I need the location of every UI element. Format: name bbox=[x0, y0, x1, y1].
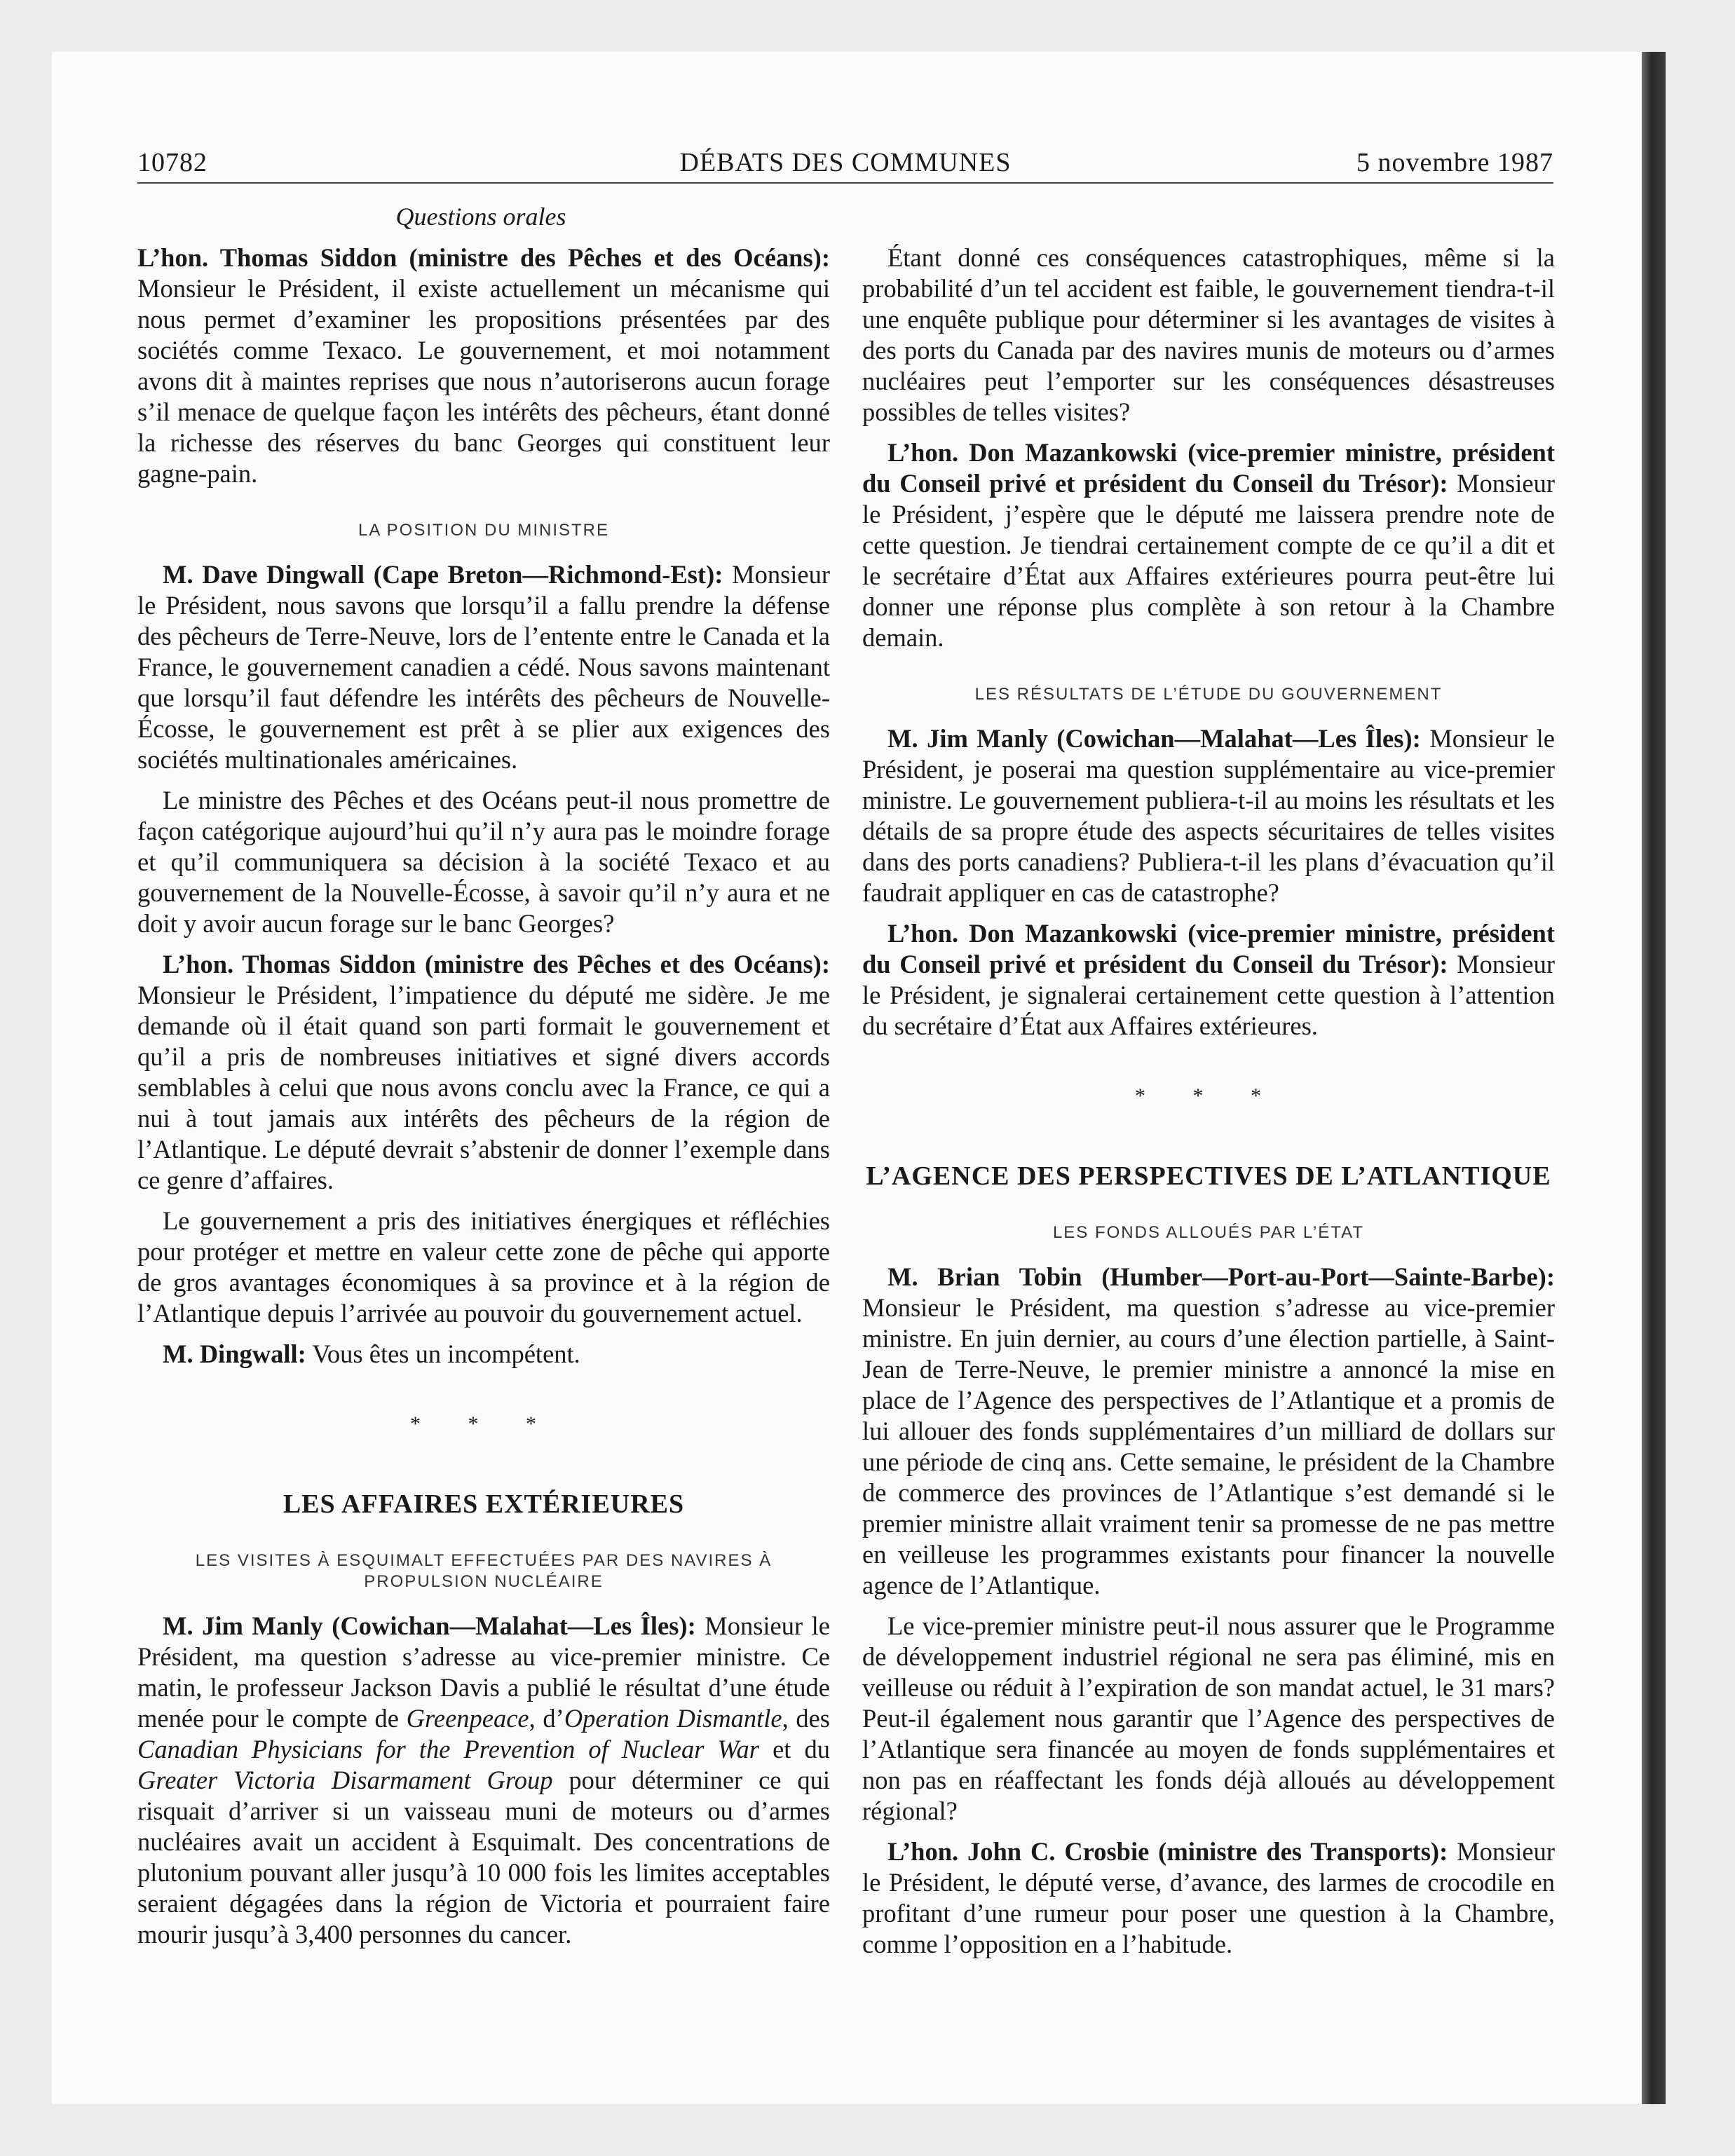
paragraph bbox=[862, 918, 1555, 1042]
right-column bbox=[862, 243, 1555, 1970]
organization-name: Greenpeace bbox=[406, 1704, 529, 1733]
speech-text: Monsieur le Président, nous savons que lorsqu’il a fallu prendre la défense des pêcheurs de Terre-Neuve, lors de l’entente entre le Canada et la France, le gouvernement canadien a cédé. Nous savons maintenant que lorsqu’il faut défendre les intérêts des pêcheurs de Nouvelle-Écosse, le gouvernement est prêt à se plier aux exigences des sociétés multinationales américaines. bbox=[137, 560, 831, 774]
subheading: LES VISITES À ESQUIMALT EFFECTUÉES PAR DES NAVIRES À PROPULSION NUCLÉAIRE bbox=[195, 1551, 773, 1591]
speaker: M. Brian Tobin (Humber—Port-au-Port—Sainte-Barbe): bbox=[887, 1262, 1555, 1291]
running-head bbox=[137, 147, 1553, 182]
paragraph bbox=[862, 723, 1555, 908]
paragraph bbox=[137, 1206, 830, 1329]
speech-text: , d’ bbox=[529, 1704, 564, 1733]
publication-date: 5 novembre 1987 bbox=[1356, 148, 1553, 177]
speech-text: Monsieur le Président, je signalerai certainement cette question à l’attention du secrétaire d’État aux Affaires extérieures. bbox=[862, 950, 1555, 1040]
paragraph bbox=[862, 1262, 1555, 1601]
speech-text: Monsieur le Président, ma question s’adresse au vice-premier ministre. Ce matin, le professeur Jackson Davis a publié le résultat d’une étude menée pour le compte de bbox=[137, 1611, 831, 1733]
paragraph bbox=[862, 437, 1555, 653]
speaker: M. Dingwall: bbox=[163, 1339, 306, 1368]
paragraph bbox=[137, 243, 830, 489]
speech-text: Monsieur le Président, le député verse, d’avance, des larmes de crocodile en profitant d’une rumeur pour poser une question à la Chambre, comme l’opposition en a l’habitude. bbox=[862, 1837, 1556, 1958]
left-column bbox=[137, 243, 830, 1960]
section-label: Questions orales bbox=[395, 203, 566, 231]
speech-text: Monsieur le Président, l’impatience du député me sidère. Je me demande où il était quand son parti formait le gouvernement et qu’il a pris de nombreuses initiatives et signé divers accords semblables à celui que nous avons conclu avec la France, ce qui a nui à tout jamais aux intérêts des pêcheurs de la région de l’Atlantique. Le député devrait s’abstenir de donner l’exemple dans ce genre d’affaires. bbox=[137, 981, 830, 1194]
speaker: M. Jim Manly (Cowichan—Malahat—Les Îles): bbox=[887, 724, 1421, 753]
paragraph bbox=[862, 1611, 1555, 1827]
speaker: M. Dave Dingwall (Cape Breton—Richmond-Est): bbox=[163, 560, 723, 589]
paragraph bbox=[862, 1836, 1555, 1960]
section-separator: * * * bbox=[1135, 1084, 1282, 1107]
section-heading: L’AGENCE DES PERSPECTIVES DE L’ATLANTIQUE bbox=[866, 1161, 1551, 1191]
speaker: L’hon. John C. Crosbie (ministre des Transports): bbox=[887, 1837, 1448, 1866]
speaker: L’hon. Don Mazankowski (vice-premier ministre, président du Conseil privé et président du Conseil du Trésor): bbox=[862, 919, 1555, 978]
publication-title: DÉBATS DES COMMUNES bbox=[679, 148, 1012, 177]
paragraph bbox=[137, 1611, 830, 1950]
speech-text: Monsieur le Président, il existe actuellement un mécanisme qui nous permet d’examiner les propositions présentées par des sociétés comme Texaco. Le gouvernement, et moi notamment avons dit à maintes reprises que nous n’autoriserons aucun forage s’il menace de quelque façon les intérêts des pêcheurs, étant donné la richesse des réserves du banc Georges qui constituent leur gagne-pain. bbox=[137, 274, 830, 488]
speaker: L’hon. Don Mazankowski (vice-premier ministre, président du Conseil privé et président du Conseil du Trésor): bbox=[862, 438, 1555, 498]
speech-text: , des bbox=[782, 1704, 830, 1733]
paragraph bbox=[137, 559, 830, 775]
subheading: LA POSITION DU MINISTRE bbox=[358, 521, 610, 540]
paragraph bbox=[137, 1339, 830, 1370]
organization-name: Operation Dismantle bbox=[564, 1704, 782, 1733]
organization-name: Greater Victoria Disarmament Group bbox=[137, 1766, 553, 1794]
speech-text: Étant donné ces conséquences catastrophiques, même si la probabilité d’un tel accident est faible, le gouvernement tiendra-t-il une enquête publique pour déterminer si les avantages de visites à des ports du Canada par des navires munis de moteurs ou d’armes nucléaires peut l’emporter sur les conséquences désastreuses possibles de telles visites? bbox=[862, 243, 1555, 426]
speaker: L’hon. Thomas Siddon (ministre des Pêches et des Océans): bbox=[163, 950, 830, 978]
speech-text: Le gouvernement a pris des initiatives énergiques et réfléchies pour protéger et mettre en valeur cette zone de pêche qui apporte de gros avantages économiques à sa province et à la région de l’Atlantique depuis l’arrivée au pouvoir du gouvernement actuel. bbox=[137, 1206, 830, 1328]
binding-edge bbox=[1642, 52, 1666, 2104]
speech-text: et du bbox=[773, 1735, 830, 1763]
speech-text: Le ministre des Pêches et des Océans peut-il nous promettre de façon catégorique aujourd’hui qu’il n’y aura pas le moindre forage et qu’il communiquera sa décision à la société Texaco et au gouvernement de la Nouvelle-Écosse, à savoir qu’il n’y aura et ne doit y avoir aucun forage sur le banc Georges? bbox=[137, 786, 830, 938]
speech-text: pour déterminer ce qui risquait d’arriver si un vaisseau muni de moteurs ou d’armes nucléaires avait un accident à Esquimalt. Des concentrations de plutonium pouvant aller jusqu’à 10 000 fois les limites acceptables seraient dégagées dans la région de Victoria et pourraient faire mourir jusqu’à 3,400 personnes du cancer. bbox=[137, 1766, 831, 1949]
paragraph bbox=[137, 785, 830, 939]
speech-text: Monsieur le Président, j’espère que le député me laissera prendre note de cette question. Je tiendrai certainement compte de ce qu’il a dit et le secrétaire d’État aux Affaires extérieures pourra peut-être lui donner une réponse plus complète à son retour à la Chambre demain. bbox=[862, 469, 1555, 652]
speaker: L’hon. Thomas Siddon (ministre des Pêches et des Océans): bbox=[137, 243, 830, 272]
paragraph bbox=[137, 949, 830, 1196]
speech-text: Vous êtes un incompétent. bbox=[312, 1339, 580, 1368]
section-heading: LES AFFAIRES EXTÉRIEURES bbox=[283, 1489, 685, 1519]
speaker: M. Jim Manly (Cowichan—Malahat—Les Îles): bbox=[163, 1611, 696, 1640]
section-separator: * * * bbox=[410, 1412, 557, 1435]
organization-name: Canadian Physicians for the Prevention of Nuclear War bbox=[137, 1735, 760, 1763]
page-number: 10782 bbox=[137, 148, 207, 177]
speech-text: Le vice-premier ministre peut-il nous assurer que le Programme de développement industriel régional ne sera pas éliminé, mis en veilleuse ou réduit à l’expiration de son mandat actuel, le 31 mars? Peut-il également nous garantir que l’Agence des perspectives de l’Atlantique sera financée au moyen de fonds supplémentaires et non pas en réaffectant les fonds déjà alloués au développement régional? bbox=[862, 1611, 1555, 1825]
subheading: LES RÉSULTATS DE L’ÉTUDE DU GOUVERNEMENT bbox=[974, 685, 1443, 704]
speech-text: Monsieur le Président, ma question s’adresse au vice-premier ministre. En juin dernier, au cours d’une élection partielle, à Saint-Jean de Terre-Neuve, le premier ministre a annoncé la mise en place de l’Agence des perspectives de l’Atlantique et a promis de lui allouer des fonds supplémentaires d’un milliard de dollars sur une période de cinq ans. Cette semaine, le président de la Chambre de commerce des provinces de l’Atlantique s’est demandé si le premier ministre allait vraiment tenir sa promesse de ne pas mettre en veilleuse les programmes existants pour financer la nouvelle agence de l’Atlantique. bbox=[862, 1293, 1555, 1599]
subheading: LES FONDS ALLOUÉS PAR L’ÉTAT bbox=[1052, 1223, 1365, 1242]
header-rule bbox=[137, 182, 1553, 184]
speech-text: Monsieur le Président, je poserai ma question supplémentaire au vice-premier ministre. Le gouvernement publiera-t-il au moins les résultats et les détails de sa propre étude des aspects sécuritaires de telles visites dans des ports canadiens? Publiera-t-il les plans d’évacuation qu’il faudrait appliquer en cas de catastrophe? bbox=[862, 724, 1556, 907]
paragraph bbox=[862, 243, 1555, 428]
